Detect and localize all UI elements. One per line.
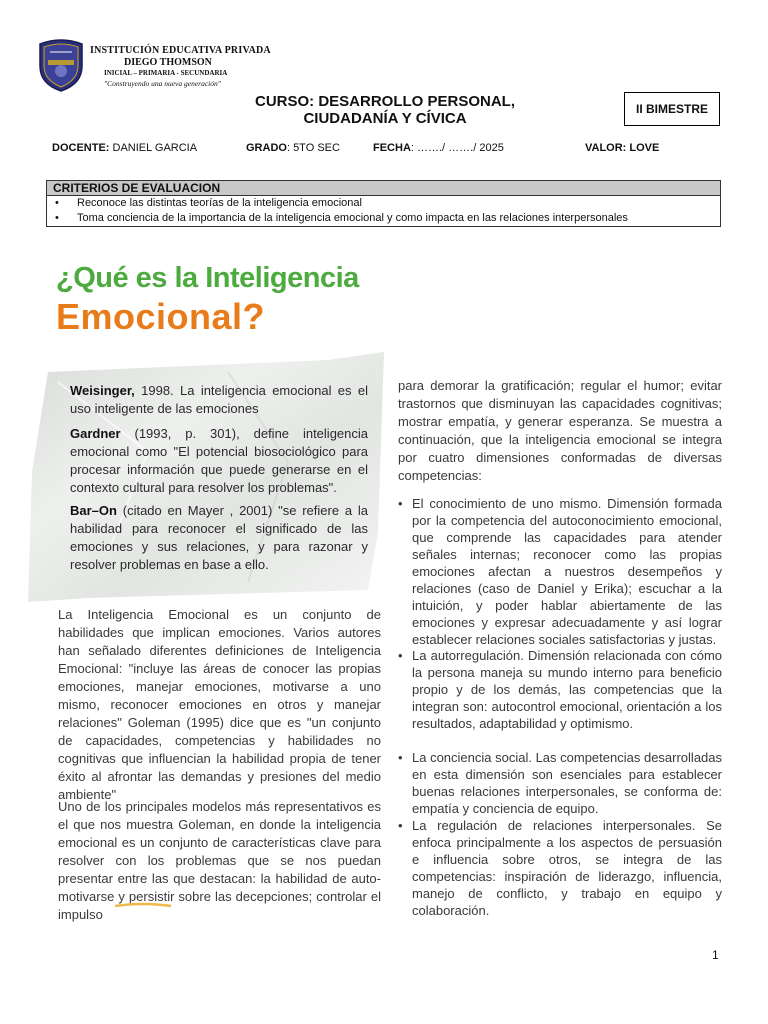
grado-field (246, 142, 340, 154)
fecha-value: : ……./ ……./ 2025 (410, 142, 504, 154)
docente-value: DANIEL GARCIA (109, 142, 198, 154)
highlight-underline (114, 902, 172, 908)
school-levels: INICIAL – PRIMARIA - SECUNDARIA (104, 69, 228, 77)
grado-value: : 5TO SEC (286, 142, 340, 154)
institution-name: INSTITUCIÓN EDUCATIVA PRIVADA (90, 45, 271, 56)
dimension-bullet-1-text: El conocimiento de uno mismo. Dimensión formada por la competencia del autoconocimiento emocional, que comprende las capacidades para atender señales internas; reconocer como las propias emociones afectan a nuestros desempeños y relaciones (caso de Daniel y Erika); escuchar a la intuición, y poder hablar abiertamente de las emociones y expresar adecuadamente y así lograr establecer relaciones sociales satisfactorias y justas. (412, 496, 722, 647)
grado-label: GRADO (246, 142, 287, 154)
bullet-marker: • (398, 750, 403, 765)
criteria-item-1: • Reconoce las distintas teorías de la inteligencia emocional (47, 196, 720, 211)
note-baron-text: (citado en Mayer , 2001) "se refiere a la habilidad para reconocer el significado de las emociones y sus relaciones, y para razonar y resolver problemas en base a ello. (70, 503, 368, 572)
note-weisinger-text: 1998. La inteligencia emocional es el uso inteligente de las emociones (70, 383, 368, 416)
course-title-line2: CIUDADANÍA Y CÍVICA (303, 110, 467, 127)
dimension-bullet-1 (398, 495, 722, 648)
main-title-line1: ¿Qué es la Inteligencia (56, 262, 359, 294)
note-gardner-author: Gardner (70, 426, 121, 441)
bullet-marker: • (398, 496, 403, 511)
dimension-bullet-3-text: La conciencia social. Las competencias desarrolladas en esta dimensión son esenciales para establecer buenas relaciones interpersonales, se conforma de: empatía y conciencia de equipo. (412, 750, 723, 816)
note-baron-author: Bar–On (70, 503, 117, 518)
left-paragraph-1: La Inteligencia Emocional es un conjunto de habilidades que implican emociones. Varios autores han señalado diferentes definiciones de Inteligencia Emocional: "incluye las áreas de conocer las propias emociones, manejar emociones, motivarse a uno mismo, reconocer emociones en otros y manejar relaciones" Goleman (1995) dice que es "un conjunto de capacidades, competencias y habilidades no cognitivas que influencian la habilidad propia de tener éxito al afrontar las demandas y presiones del medio ambiente" (58, 607, 381, 802)
note-weisinger-author: Weisinger, (70, 383, 135, 398)
criteria-item-2: • Toma conciencia de la importancia de la inteligencia emocional y como impacta en las relaciones interpersonales (47, 211, 720, 226)
school-slogan: "Construyendo una nueva generación" (104, 79, 221, 88)
note-weisinger (70, 382, 368, 418)
dimension-bullet-4-text: La regulación de relaciones interpersonales. Se enfoca principalmente a los aspectos de persuasión e influencia sobre otros, se integra de las competencias: inspiración de liderazgo, influencia, manejo de conflicto, y trabajo en equipo y colaboración. (412, 818, 722, 918)
dimension-bullet-3 (398, 749, 722, 817)
left-paragraph-2: Uno de los principales modelos más representativos es el que nos muestra Goleman, en donde la inteligencia emocional es un conjunto de características clave para resolver con los problemas que se nos puedan presentar entre las que destacan: la habilidad de auto-motivarse y persistir sobre las decepciones; controlar el impulso (58, 799, 381, 922)
fecha-label: FECHA (373, 142, 411, 154)
valor-label: VALOR: LOVE (585, 142, 660, 154)
main-title-line2: Emocional? (56, 296, 266, 337)
docente-field (52, 142, 197, 154)
dimension-bullet-4 (398, 817, 722, 919)
criteria-heading: CRITERIOS DE EVALUACION (47, 181, 720, 196)
dimension-bullet-2-text: La autorregulación. Dimensión relacionada con cómo la persona maneja su mundo interno para beneficio propio y de los demás, las competencias que la integran son: autocontrol emocional, orientación a los resultados, adaptabilidad y optimismo. (412, 648, 722, 731)
bullet-marker: • (398, 648, 403, 663)
school-crest-logo (36, 38, 86, 92)
criteria-table (46, 180, 721, 227)
course-title (230, 93, 540, 127)
docente-label: DOCENTE: (52, 142, 110, 154)
dimension-bullet-2 (398, 647, 722, 732)
fecha-field (373, 142, 504, 154)
bimestre-box: II BIMESTRE (624, 92, 720, 126)
course-title-line1: CURSO: DESARROLLO PERSONAL, (254, 93, 515, 110)
right-intro-paragraph: para demorar la gratificación; regular el humor; evitar trastornos que disminuyan las capacidades cognitivas; mostrar empatía, y generar esperanza. Se muestra a continuación, que la inteligencia emocional se integra por cuatro dimensiones conformadas de diversas competencias: (398, 378, 722, 483)
school-name: DIEGO THOMSON (124, 57, 212, 68)
bullet-marker: • (398, 818, 403, 833)
note-gardner-text: (1993, p. 301), define inteligencia emocional como "El potencial biosociológico para procesar información que puede generarse en el contexto cultural para resolver los problemas". (70, 426, 368, 495)
valor-field (585, 142, 659, 154)
note-gardner (70, 425, 368, 497)
note-baron (70, 502, 368, 574)
page-number: 1 (712, 948, 719, 962)
